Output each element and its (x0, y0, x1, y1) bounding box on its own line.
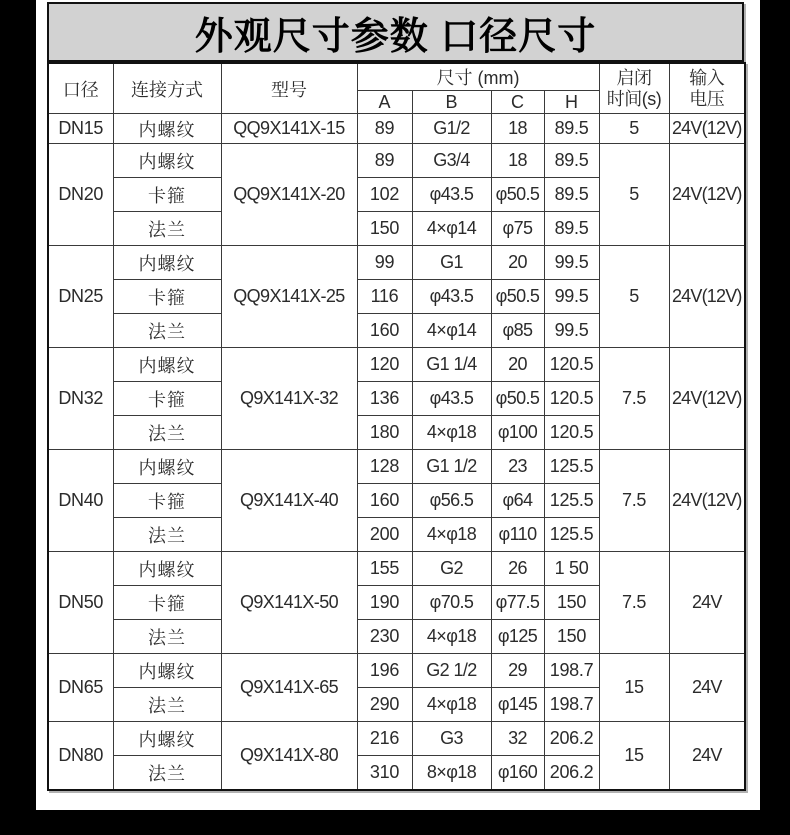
dim-b-cell: G3 (412, 722, 491, 756)
header-model: 型号 (221, 63, 357, 114)
connection-cell: 法兰 (113, 620, 221, 654)
header-dim-b: B (412, 91, 491, 114)
open-close-time-cell: 7.5 (599, 552, 669, 654)
voltage-cell: 24V(12V) (669, 246, 745, 348)
dim-c-cell: φ50.5 (491, 178, 544, 212)
table-row (48, 348, 745, 382)
voltage-cell: 24V(12V) (669, 114, 745, 144)
table-row (48, 552, 745, 586)
dim-c-cell: 29 (491, 654, 544, 688)
open-close-time-cell: 5 (599, 114, 669, 144)
connection-cell: 法兰 (113, 518, 221, 552)
connection-cell: 卡箍 (113, 586, 221, 620)
dim-c-cell: φ85 (491, 314, 544, 348)
voltage-cell: 24V(12V) (669, 348, 745, 450)
dim-b-cell: G1 1/2 (412, 450, 491, 484)
header-size-group: 尺寸 (mm) (357, 63, 599, 91)
dim-h-cell: 125.5 (544, 450, 599, 484)
dim-a-cell: 290 (357, 688, 412, 722)
dim-a-cell: 150 (357, 212, 412, 246)
connection-cell: 卡箍 (113, 484, 221, 518)
dim-a-cell: 120 (357, 348, 412, 382)
connection-cell: 卡箍 (113, 382, 221, 416)
dim-b-cell: G2 1/2 (412, 654, 491, 688)
dim-b-cell: 4×φ18 (412, 518, 491, 552)
right-black-stripe (760, 0, 790, 835)
model-cell: Q9X141X-32 (221, 348, 357, 450)
header-voltage-line2: 电压 (689, 88, 725, 109)
connection-cell: 内螺纹 (113, 246, 221, 280)
dim-a-cell: 89 (357, 144, 412, 178)
dim-a-cell: 155 (357, 552, 412, 586)
dim-h-cell: 198.7 (544, 688, 599, 722)
model-cell: Q9X141X-65 (221, 654, 357, 722)
dim-a-cell: 89 (357, 114, 412, 144)
connection-cell: 法兰 (113, 688, 221, 722)
model-cell: QQ9X141X-25 (221, 246, 357, 348)
dim-a-cell: 160 (357, 484, 412, 518)
dim-a-cell: 102 (357, 178, 412, 212)
header-caliber: 口径 (48, 63, 113, 114)
dim-h-cell: 206.2 (544, 722, 599, 756)
dim-c-cell: φ110 (491, 518, 544, 552)
dim-b-cell: G1 1/4 (412, 348, 491, 382)
dim-a-cell: 136 (357, 382, 412, 416)
dim-h-cell: 99.5 (544, 280, 599, 314)
dim-a-cell: 116 (357, 280, 412, 314)
dim-a-cell: 160 (357, 314, 412, 348)
dim-b-cell: 4×φ14 (412, 212, 491, 246)
dim-a-cell: 180 (357, 416, 412, 450)
table-row (48, 722, 745, 756)
dim-h-cell: 1 50 (544, 552, 599, 586)
dim-a-cell: 190 (357, 586, 412, 620)
open-close-time-cell: 15 (599, 654, 669, 722)
table-header (48, 63, 745, 114)
connection-cell: 法兰 (113, 212, 221, 246)
dim-c-cell: φ160 (491, 756, 544, 791)
dim-a-cell: 216 (357, 722, 412, 756)
dim-a-cell: 230 (357, 620, 412, 654)
dim-b-cell: φ70.5 (412, 586, 491, 620)
dim-a-cell: 128 (357, 450, 412, 484)
connection-cell: 法兰 (113, 756, 221, 791)
dim-b-cell: 8×φ18 (412, 756, 491, 791)
dim-a-cell: 200 (357, 518, 412, 552)
voltage-cell: 24V(12V) (669, 450, 745, 552)
open-close-time-cell: 5 (599, 144, 669, 246)
table-body (48, 114, 745, 791)
dim-c-cell: 20 (491, 348, 544, 382)
left-black-stripe (0, 0, 36, 835)
dim-a-cell: 99 (357, 246, 412, 280)
dim-c-cell: 18 (491, 144, 544, 178)
model-cell: Q9X141X-80 (221, 722, 357, 791)
connection-cell: 内螺纹 (113, 114, 221, 144)
model-cell: QQ9X141X-20 (221, 144, 357, 246)
open-close-time-cell: 7.5 (599, 450, 669, 552)
table-row (48, 144, 745, 178)
caliber-cell: DN32 (48, 348, 113, 450)
dim-b-cell: G1 (412, 246, 491, 280)
open-close-time-cell: 7.5 (599, 348, 669, 450)
header-voltage-line1: 输入 (689, 68, 725, 89)
dim-h-cell: 99.5 (544, 314, 599, 348)
dim-b-cell: 4×φ18 (412, 416, 491, 450)
dim-b-cell: φ56.5 (412, 484, 491, 518)
dim-h-cell: 120.5 (544, 382, 599, 416)
dim-c-cell: 32 (491, 722, 544, 756)
dim-b-cell: G2 (412, 552, 491, 586)
dim-b-cell: 4×φ14 (412, 314, 491, 348)
caliber-cell: DN65 (48, 654, 113, 722)
open-close-time-cell: 5 (599, 246, 669, 348)
dim-h-cell: 150 (544, 620, 599, 654)
header-open-close-time (599, 63, 669, 114)
connection-cell: 法兰 (113, 314, 221, 348)
model-cell: Q9X141X-50 (221, 552, 357, 654)
spec-sheet (47, 2, 744, 791)
caliber-cell: DN15 (48, 114, 113, 144)
header-connection: 连接方式 (113, 63, 221, 114)
dim-a-cell: 196 (357, 654, 412, 688)
dim-h-cell: 125.5 (544, 518, 599, 552)
dim-b-cell: φ43.5 (412, 382, 491, 416)
dim-h-cell: 120.5 (544, 348, 599, 382)
caliber-cell: DN20 (48, 144, 113, 246)
caliber-cell: DN50 (48, 552, 113, 654)
header-dim-h: H (544, 91, 599, 114)
dim-h-cell: 150 (544, 586, 599, 620)
dim-h-cell: 198.7 (544, 654, 599, 688)
table-row (48, 654, 745, 688)
table-row (48, 450, 745, 484)
voltage-cell: 24V (669, 654, 745, 722)
header-open-close-line2: 时间(s) (606, 88, 662, 109)
dim-c-cell: φ64 (491, 484, 544, 518)
caliber-cell: DN25 (48, 246, 113, 348)
dim-c-cell: φ100 (491, 416, 544, 450)
connection-cell: 内螺纹 (113, 348, 221, 382)
header-dim-c: C (491, 91, 544, 114)
dim-c-cell: 18 (491, 114, 544, 144)
dim-h-cell: 206.2 (544, 756, 599, 791)
connection-cell: 内螺纹 (113, 450, 221, 484)
dim-c-cell: φ125 (491, 620, 544, 654)
dim-h-cell: 89.5 (544, 114, 599, 144)
caliber-cell: DN80 (48, 722, 113, 791)
page-title: 外观尺寸参数 口径尺寸 (47, 2, 744, 62)
dim-b-cell: G3/4 (412, 144, 491, 178)
dim-h-cell: 89.5 (544, 178, 599, 212)
dim-c-cell: 23 (491, 450, 544, 484)
dim-c-cell: 26 (491, 552, 544, 586)
dim-h-cell: 89.5 (544, 212, 599, 246)
model-cell: QQ9X141X-15 (221, 114, 357, 144)
dim-c-cell: φ50.5 (491, 382, 544, 416)
bottom-black-bar (0, 810, 790, 835)
header-input-voltage (669, 63, 745, 114)
dimension-spec-table (47, 62, 746, 791)
connection-cell: 内螺纹 (113, 552, 221, 586)
dim-a-cell: 310 (357, 756, 412, 791)
dim-b-cell: φ43.5 (412, 178, 491, 212)
table-row (48, 246, 745, 280)
connection-cell: 卡箍 (113, 280, 221, 314)
connection-cell: 内螺纹 (113, 144, 221, 178)
connection-cell: 内螺纹 (113, 654, 221, 688)
dim-h-cell: 99.5 (544, 246, 599, 280)
voltage-cell: 24V (669, 722, 745, 791)
voltage-cell: 24V (669, 552, 745, 654)
dim-b-cell: G1/2 (412, 114, 491, 144)
connection-cell: 卡箍 (113, 178, 221, 212)
dim-h-cell: 120.5 (544, 416, 599, 450)
dim-c-cell: φ145 (491, 688, 544, 722)
table-row (48, 114, 745, 144)
connection-cell: 内螺纹 (113, 722, 221, 756)
dim-c-cell: 20 (491, 246, 544, 280)
dim-b-cell: 4×φ18 (412, 620, 491, 654)
dim-h-cell: 125.5 (544, 484, 599, 518)
voltage-cell: 24V(12V) (669, 144, 745, 246)
model-cell: Q9X141X-40 (221, 450, 357, 552)
dim-c-cell: φ75 (491, 212, 544, 246)
header-open-close-line1: 启闭 (616, 68, 652, 89)
dim-h-cell: 89.5 (544, 144, 599, 178)
dim-b-cell: φ43.5 (412, 280, 491, 314)
dim-b-cell: 4×φ18 (412, 688, 491, 722)
header-dim-a: A (357, 91, 412, 114)
open-close-time-cell: 15 (599, 722, 669, 791)
dim-c-cell: φ50.5 (491, 280, 544, 314)
connection-cell: 法兰 (113, 416, 221, 450)
dim-c-cell: φ77.5 (491, 586, 544, 620)
caliber-cell: DN40 (48, 450, 113, 552)
